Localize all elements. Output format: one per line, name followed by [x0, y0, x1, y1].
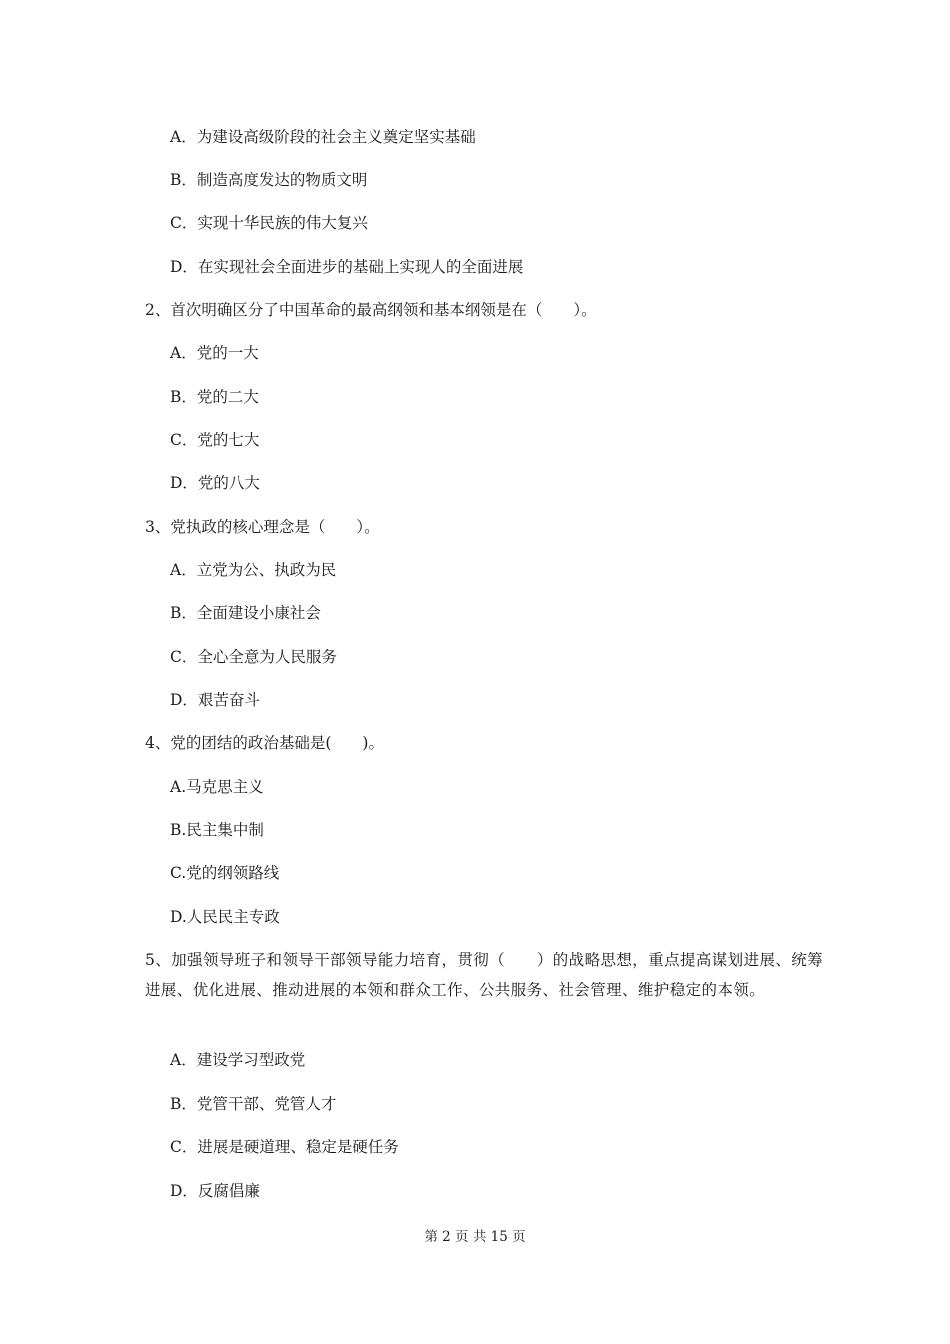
q3-option-b: B．全面建设小康社会: [170, 604, 321, 622]
q1-option-d: D．在实现社会全面进步的基础上实现人的全面进展: [170, 258, 524, 276]
q3-option-d: D．艰苦奋斗: [170, 691, 260, 709]
q5-option-a: A．建设学习型政党: [170, 1051, 306, 1069]
q5-option-b: B．党管干部、党管人才: [170, 1095, 337, 1113]
page-number-footer: 第 2 页 共 15 页: [424, 1229, 526, 1245]
q4-option-d: D.人民民主专政: [170, 908, 280, 926]
q4-option-c: C.党的纲领路线: [170, 864, 280, 882]
q4-question: 4、党的团结的政治基础是( )。: [145, 734, 384, 752]
q2-option-b: B．党的二大: [170, 388, 259, 406]
q2-option-a: A．党的一大: [170, 344, 259, 362]
q2-question: 2、首次明确区分了中国革命的最高纲领和基本纲领是在（ ）。: [145, 301, 597, 319]
q3-option-c: C．全心全意为人民服务: [170, 648, 337, 666]
q4-option-a: A.马克思主义: [170, 778, 264, 796]
q2-option-c: C．党的七大: [170, 431, 260, 449]
q5-option-d: D．反腐倡廉: [170, 1182, 260, 1200]
q4-option-b: B.民主集中制: [170, 821, 264, 839]
q2-option-d: D．党的八大: [170, 474, 260, 492]
q3-option-a: A．立党为公、执政为民: [170, 561, 337, 579]
q3-question: 3、党执政的核心理念是（ ）。: [145, 518, 380, 536]
q1-option-c: C．实现十华民族的伟大复兴: [170, 214, 368, 232]
q1-option-b: B．制造高度发达的物质文明: [170, 171, 368, 189]
q5-option-c: C．进展是硬道理、稳定是硬任务: [170, 1138, 399, 1156]
q1-option-a: A．为建设高级阶段的社会主义奠定坚实基础: [170, 128, 476, 146]
q5-question: 5、加强领导班子和领导干部领导能力培育，贯彻（ ）的战略思想，重点提高谋划进展、统筹进展、优化进展、推动进展的本领和群众工作、公共服务、社会管理、维护稳定的本领。: [145, 951, 824, 999]
